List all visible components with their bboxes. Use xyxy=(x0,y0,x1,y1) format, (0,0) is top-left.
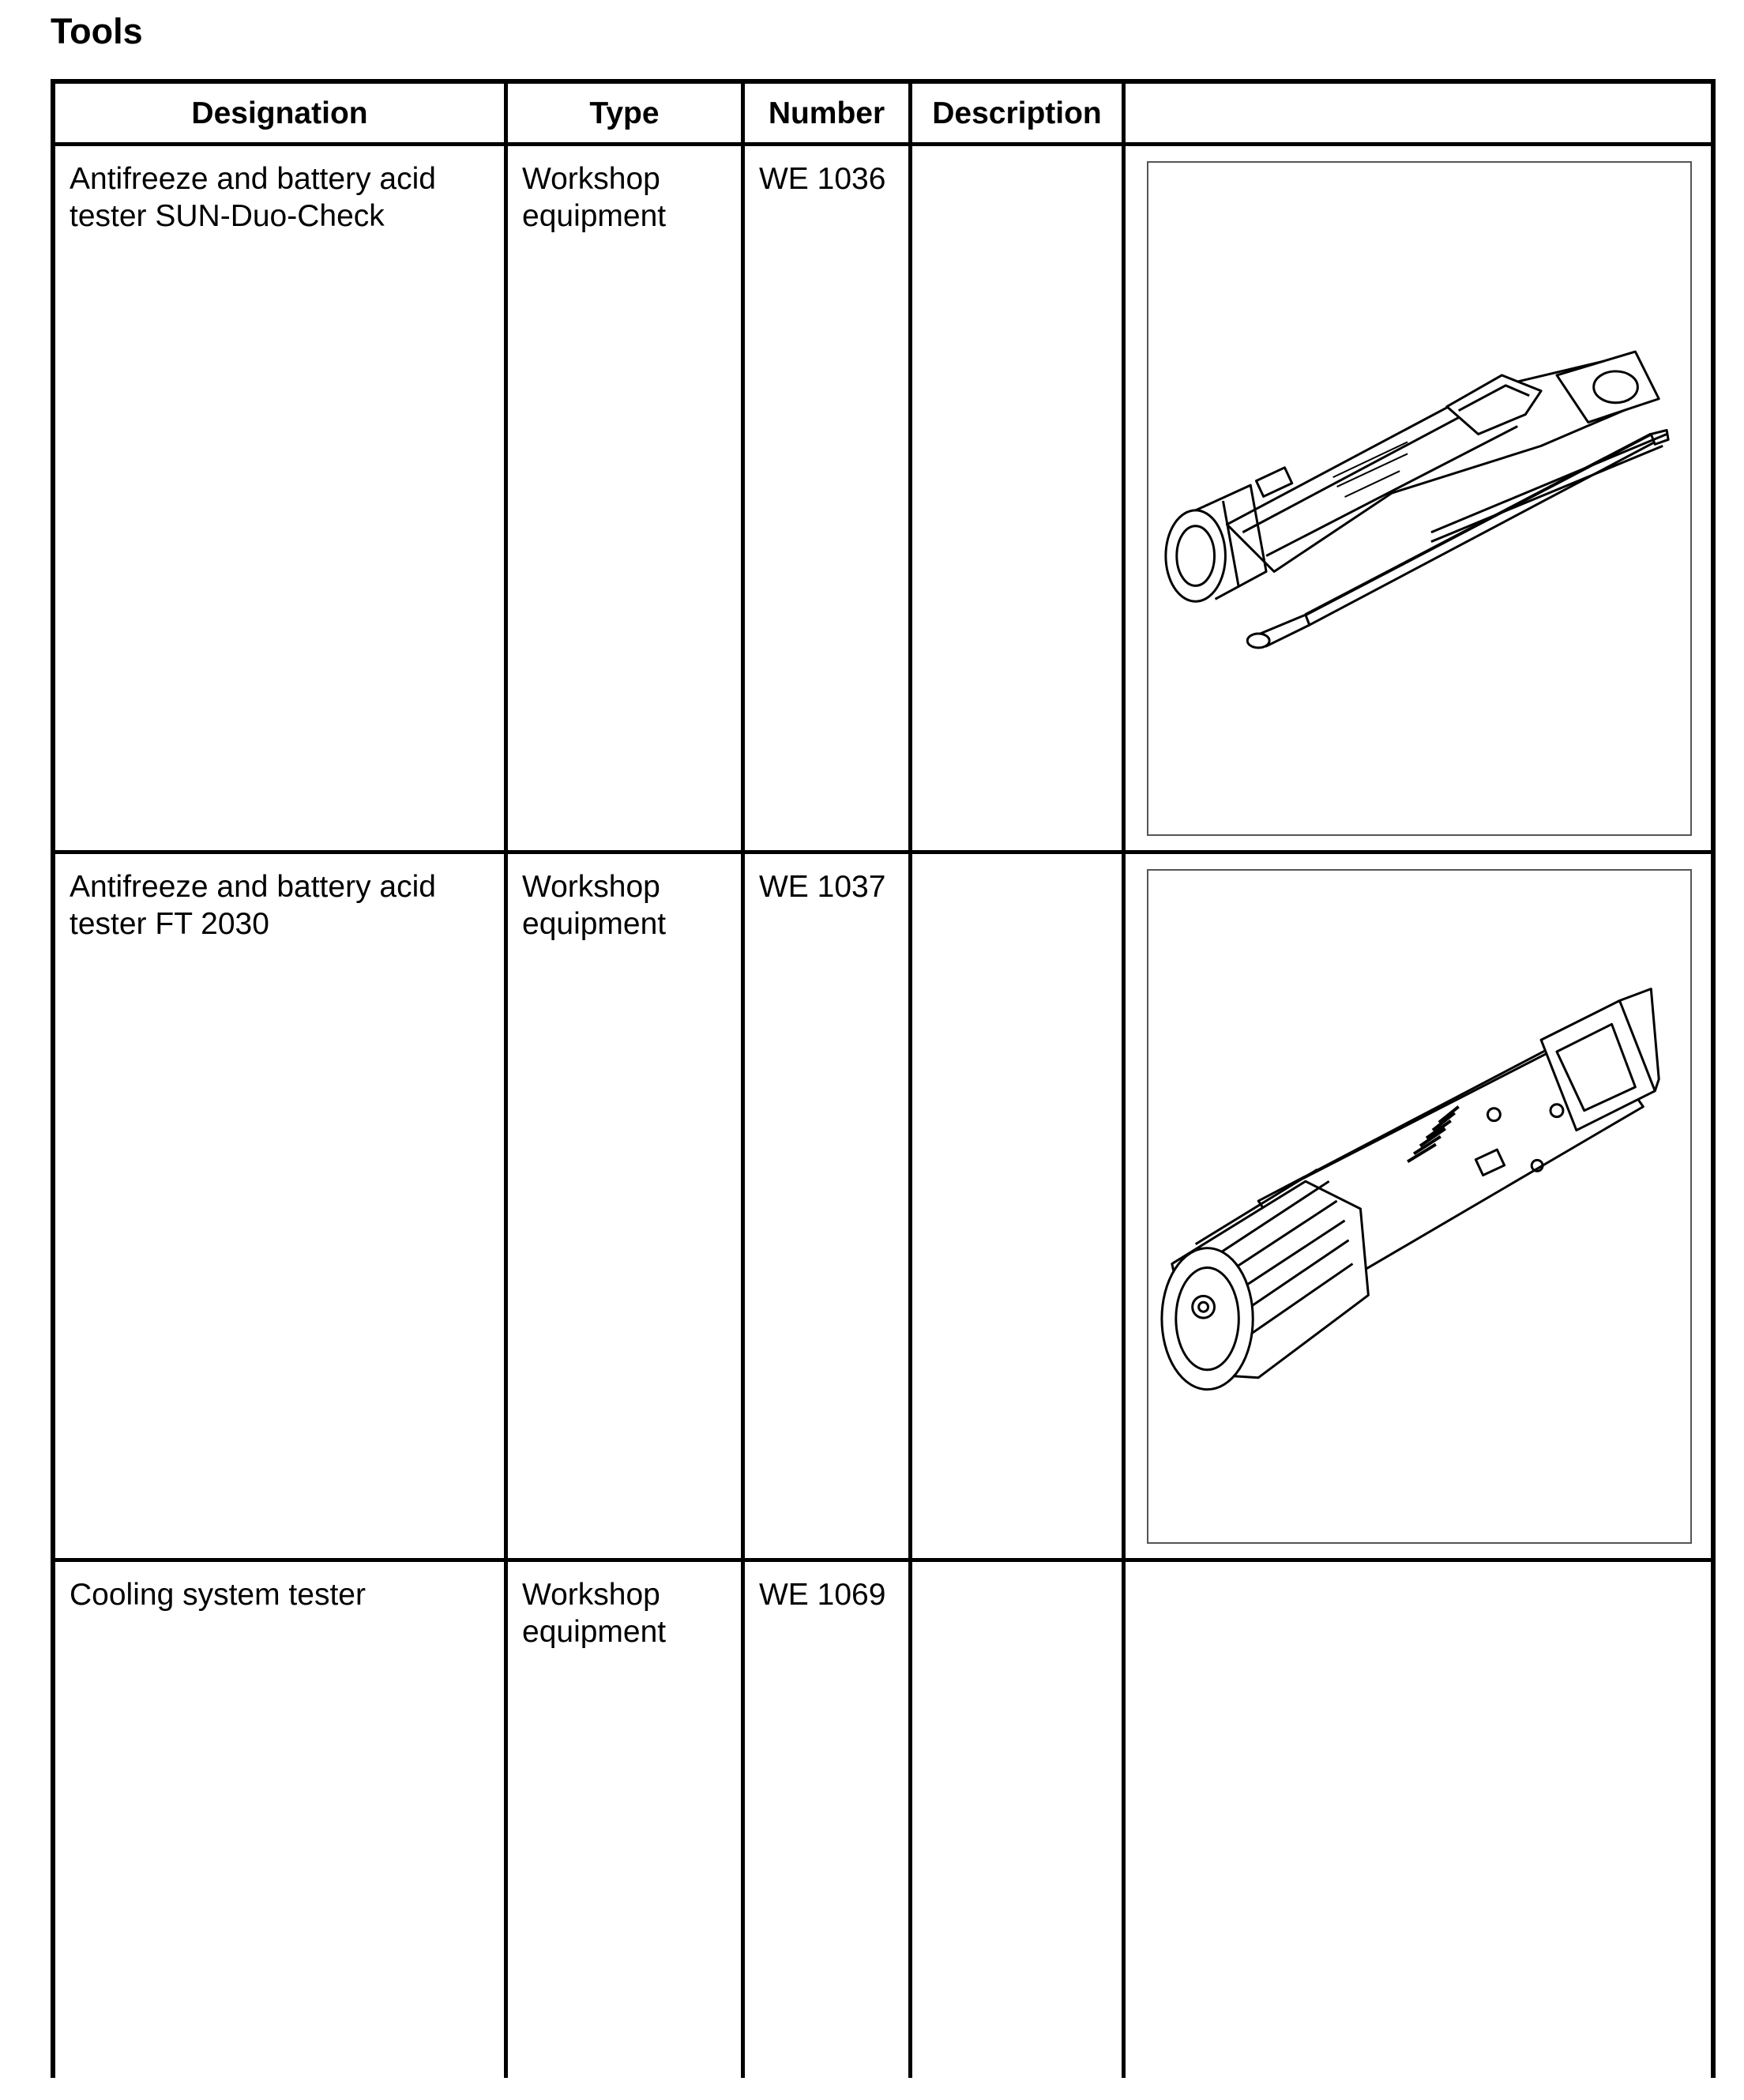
cell-description xyxy=(912,854,1126,1558)
cell-image xyxy=(1126,146,1711,850)
cell-description xyxy=(912,1562,1126,2078)
tool-image-frame xyxy=(1147,869,1692,1544)
cell-type: Workshop equipment xyxy=(508,1562,745,2078)
cell-number: WE 1069 xyxy=(745,1562,912,2078)
cell-number: WE 1036 xyxy=(745,146,912,850)
cell-description xyxy=(912,146,1126,850)
cell-designation: Antifreeze and battery acid tester FT 2030 xyxy=(55,854,508,1558)
refractometer-ft2030-illustration xyxy=(1148,871,1690,1542)
cell-designation: Antifreeze and battery acid tester SUN-Duo-Check xyxy=(55,146,508,850)
table-row xyxy=(51,1562,1716,2078)
header-image xyxy=(1126,84,1711,142)
cell-image xyxy=(1126,1562,1711,2078)
header-type: Type xyxy=(508,84,745,142)
page-title: Tools xyxy=(51,11,143,51)
header-designation: Designation xyxy=(55,84,508,142)
cell-designation: Cooling system tester xyxy=(55,1562,508,2078)
tool-image-frame xyxy=(1147,161,1692,836)
header-number: Number xyxy=(745,84,912,142)
cell-image xyxy=(1126,854,1711,1558)
table-header xyxy=(51,79,1716,146)
table-row xyxy=(51,854,1716,1562)
table-row xyxy=(51,146,1716,854)
cell-number: WE 1037 xyxy=(745,854,912,1558)
cell-type: Workshop equipment xyxy=(508,146,745,850)
cell-type: Workshop equipment xyxy=(508,854,745,1558)
header-description: Description xyxy=(912,84,1126,142)
refractometer-illustration xyxy=(1148,163,1690,834)
tools-table xyxy=(51,79,1716,2078)
